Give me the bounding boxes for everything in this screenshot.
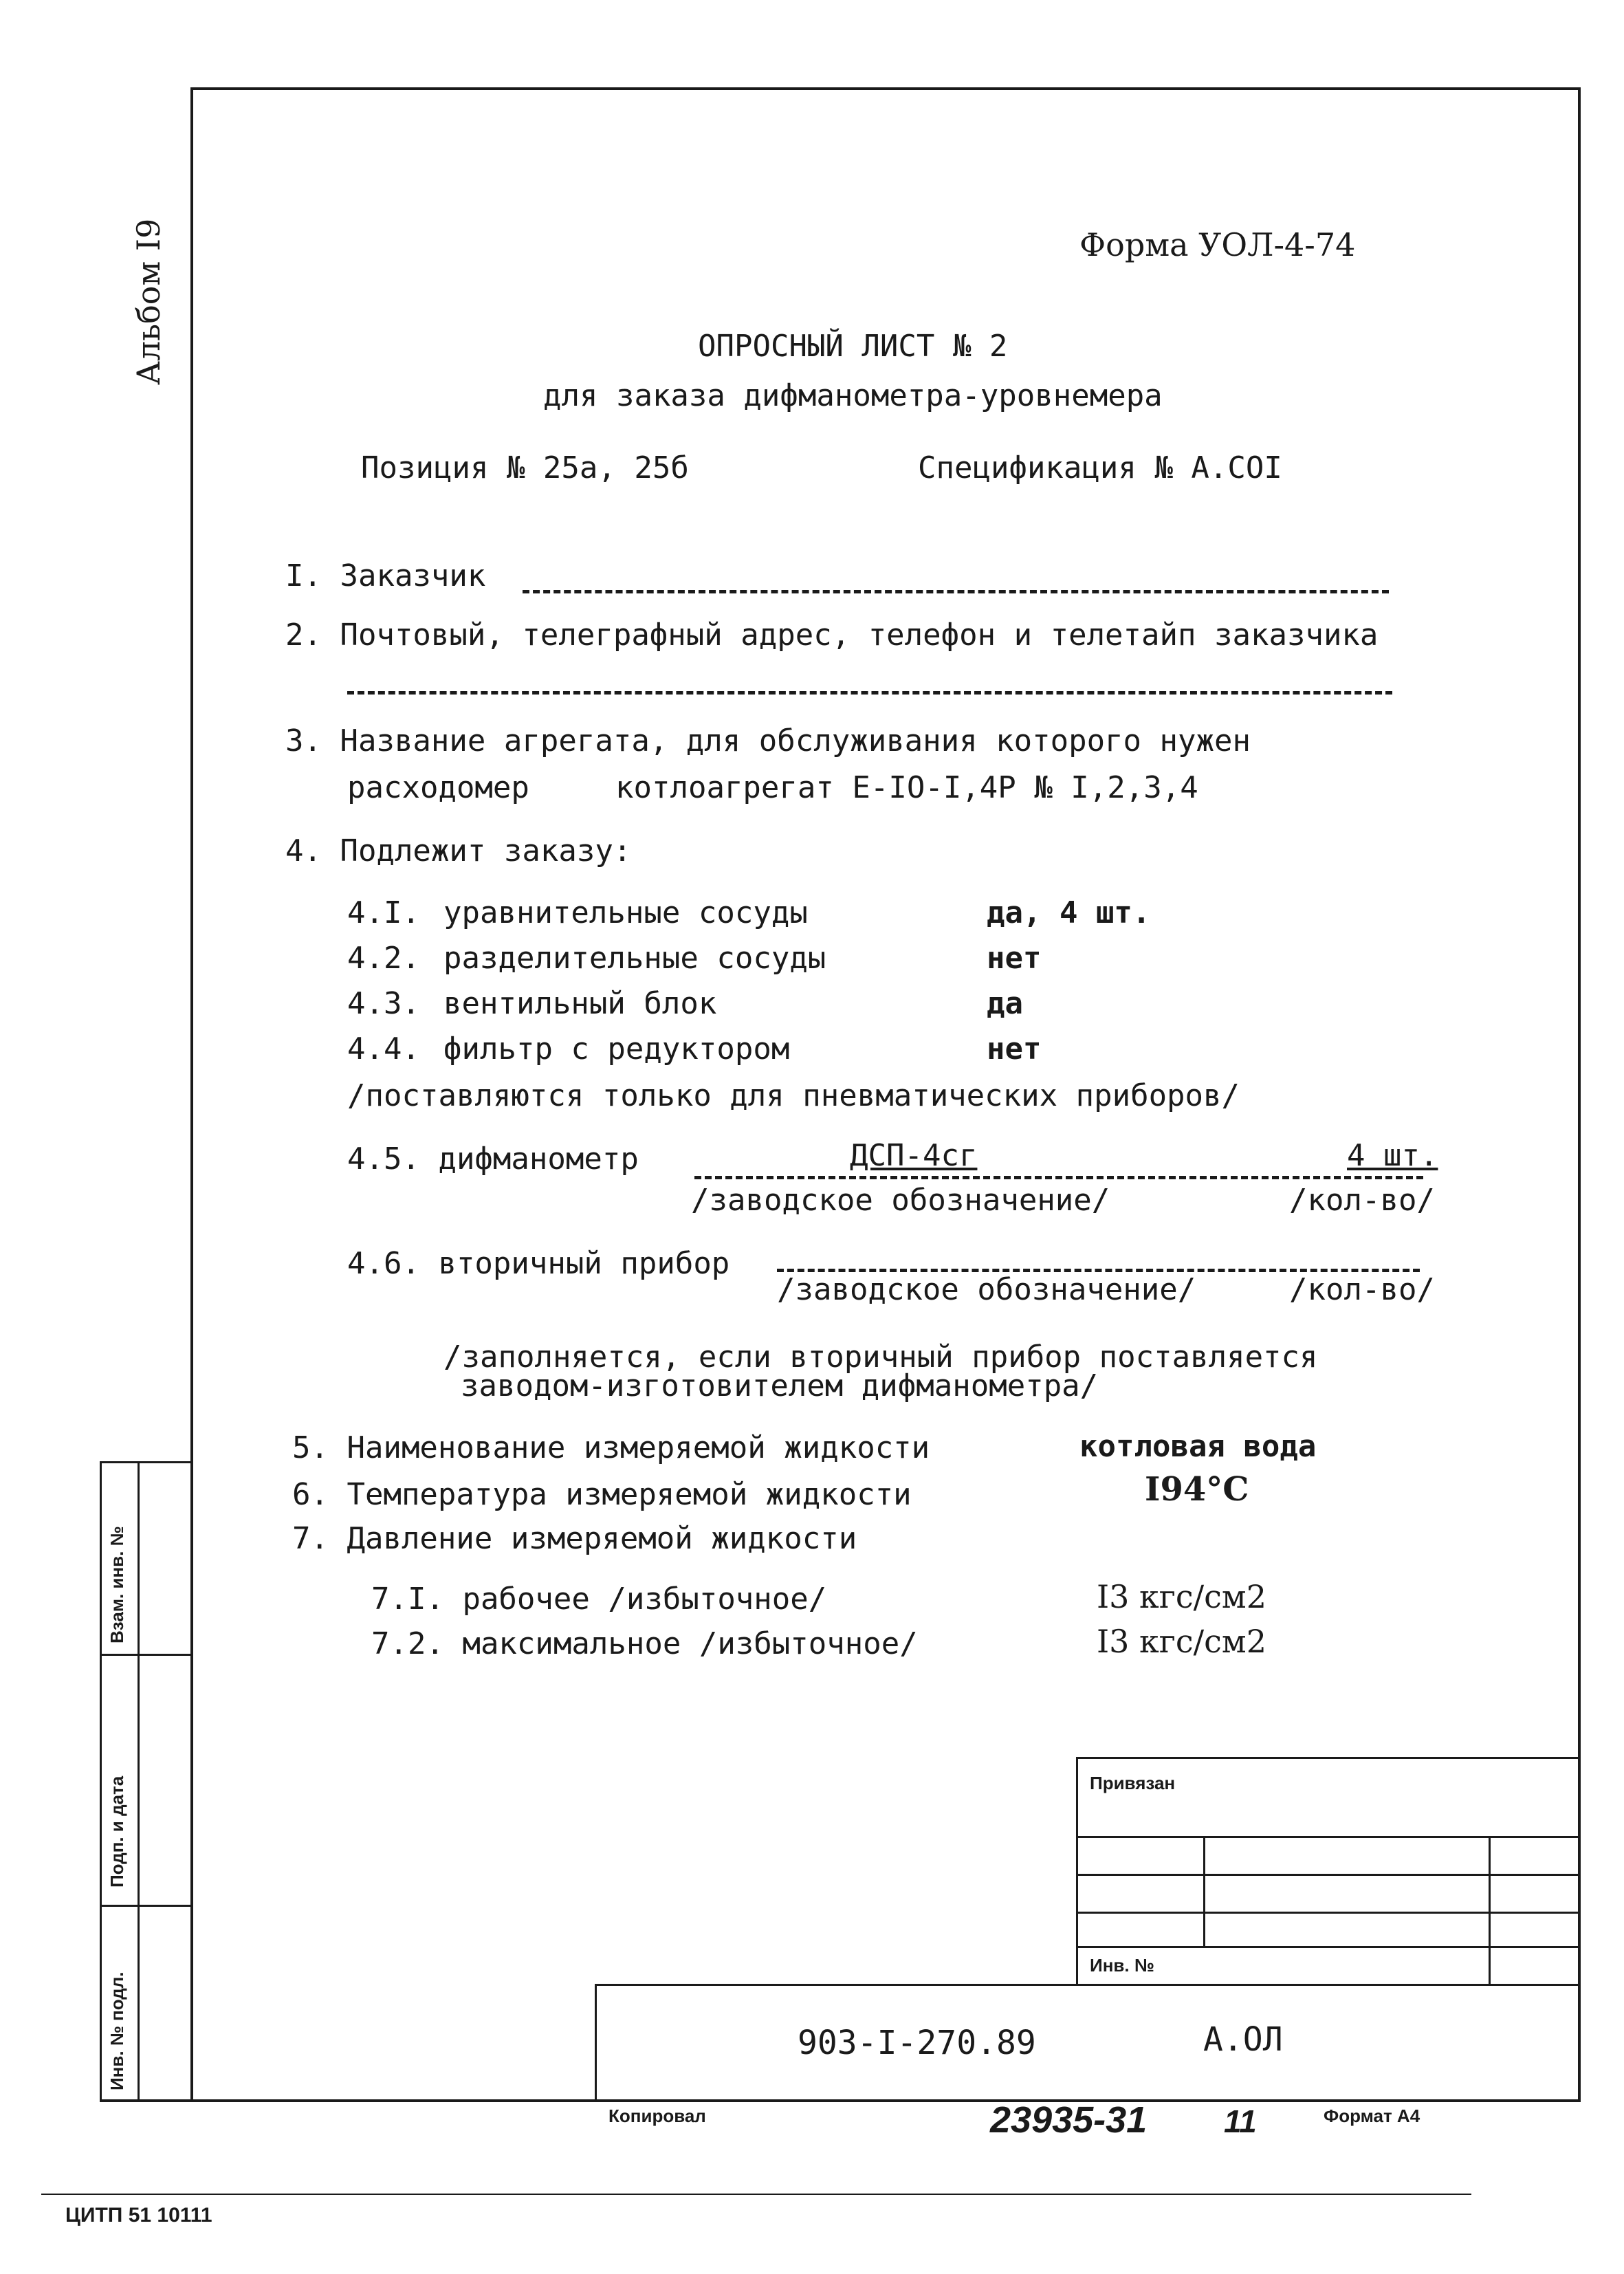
print-code: ЦИТП 51 10111	[65, 2204, 212, 2227]
item-5-label: 5. Наименование измеряемой жидкости	[292, 1430, 930, 1465]
frame-left-border	[190, 87, 193, 2102]
side-margin-line	[100, 1654, 193, 1656]
side-margin-inner-line	[138, 1461, 140, 2102]
stamp-line	[1076, 1836, 1579, 1838]
item-7-1-value: I3 кгс/см2	[1097, 1578, 1266, 1615]
item-4-6-caption-model: /заводское обозначение/	[777, 1272, 1196, 1307]
item-7-label: 7. Давление измеряемой жидкости	[292, 1521, 857, 1556]
stamp-inv-no: Инв. №	[1090, 1955, 1154, 1976]
side-vzam-label: Взам. инв. №	[107, 1526, 127, 1643]
footer-sheet-number: 11	[1224, 2103, 1257, 2139]
item-7-2-value: I3 кгс/см2	[1097, 1623, 1266, 1660]
item-4-2-num: 4.2.	[347, 941, 420, 976]
item-4-3-num: 4.3.	[347, 986, 420, 1021]
item-4-6-label: 4.6. вторичный прибор	[347, 1246, 730, 1281]
item-3-line-1: 3. Название агрегата, для обслуживания которого нужен	[285, 723, 1251, 758]
item-3-label: расходомер	[347, 770, 529, 805]
side-margin-line	[100, 1905, 193, 1907]
stamp-privyazan: Привязан	[1090, 1773, 1176, 1793]
item-4-5-label: 4.5. дифманометр	[347, 1141, 639, 1177]
note-secondary-line-1: /заполняется, если вторичный прибор поставляется	[443, 1340, 1318, 1375]
item-5-value: котловая вода	[1079, 1429, 1317, 1464]
side-margin-line	[100, 1461, 193, 1463]
item-4-4-num: 4.4.	[347, 1031, 420, 1067]
item-4-5-fill-line	[694, 1176, 1423, 1179]
footer-order-number: 23935-31	[990, 2099, 1148, 2141]
stamp-line	[1076, 1912, 1579, 1914]
page-title: ОПРОСНЫЙ ЛИСТ № 2	[698, 329, 1008, 364]
item-4-2-value: нет	[987, 941, 1042, 976]
stamp-main-left-line	[595, 1984, 597, 2101]
frame-top-border	[190, 87, 1581, 90]
album-label: Альбом I9	[130, 218, 167, 385]
stamp-line	[1076, 1874, 1579, 1876]
item-4-5-qty: 4 шт.	[1344, 1138, 1440, 1174]
item-7-2-label: 7.2. максимальное /избыточное/	[371, 1626, 918, 1661]
stamp-left-line	[1076, 1757, 1078, 1984]
form-id: Форма УОЛ-4-74	[1079, 226, 1356, 263]
item-4-3-label: вентильный блок	[443, 986, 717, 1021]
item-6-label: 6. Температура измеряемой жидкости	[292, 1477, 912, 1512]
side-margin-outer-line	[100, 1461, 102, 2102]
stamp-main-top-line	[595, 1984, 1579, 1986]
frame-right-border	[1578, 87, 1581, 2102]
item-1-label: I. Заказчик	[285, 558, 486, 593]
item-1-fill-line	[523, 590, 1389, 593]
sheet-code: А.ОЛ	[1203, 2020, 1283, 2059]
page-subtitle: для заказа дифманометра-уровнемера	[543, 378, 1163, 413]
item-2-fill-line	[347, 691, 1392, 695]
footer-format: Формат А4	[1324, 2106, 1420, 2126]
footer-copied: Копировал	[608, 2106, 706, 2126]
item-4-4-value: нет	[987, 1031, 1042, 1067]
item-4-3-value: да	[987, 986, 1023, 1021]
stamp-line	[1076, 1757, 1579, 1759]
print-line	[41, 2194, 1471, 2195]
item-4-5-model: ДСП-4сг	[846, 1138, 981, 1174]
frame-bottom-border	[100, 2099, 1581, 2102]
item-4-1-num: 4.I.	[347, 895, 420, 930]
side-inv-podl-label: Инв. № подл.	[107, 1971, 127, 2090]
item-4-5-caption-model: /заводское обозначение/	[691, 1183, 1110, 1218]
item-4-1-label: уравнительные сосуды	[443, 895, 808, 930]
specification-line: Спецификация № А.СОI	[918, 450, 1282, 485]
item-4-1-value: да, 4 шт.	[987, 895, 1151, 930]
item-7-1-label: 7.I. рабочее /избыточное/	[371, 1582, 827, 1617]
side-podp-label: Подп. и дата	[107, 1775, 127, 1888]
stamp-cell-line	[1489, 1836, 1491, 1984]
item-4-label: 4. Подлежит заказу:	[285, 833, 632, 868]
item-4-4-label: фильтр с редуктором	[443, 1031, 790, 1067]
stamp-line	[1076, 1946, 1579, 1948]
item-4-5-caption-qty: /кол-во/	[1289, 1183, 1435, 1218]
position-line: Позиция № 25а, 25б	[361, 450, 689, 485]
item-6-value: I94°С	[1145, 1470, 1249, 1509]
stamp-cell-line	[1203, 1836, 1205, 1946]
item-2-label: 2. Почтовый, телеграфный адрес, телефон и телетайп заказчика	[285, 617, 1379, 653]
doc-number: 903-I-270.89	[798, 2024, 1036, 2062]
note-pneumatic: /поставляются только для пневматических приборов/	[347, 1078, 1240, 1113]
item-4-2-label: разделительные сосуды	[443, 941, 826, 976]
item-3-value: котлоагрегат Е-IO-I,4Р № I,2,3,4	[615, 770, 1198, 805]
note-secondary-line-2: заводом-изготовителем дифманометра/	[461, 1368, 1099, 1403]
item-4-6-caption-qty: /кол-во/	[1289, 1272, 1435, 1307]
